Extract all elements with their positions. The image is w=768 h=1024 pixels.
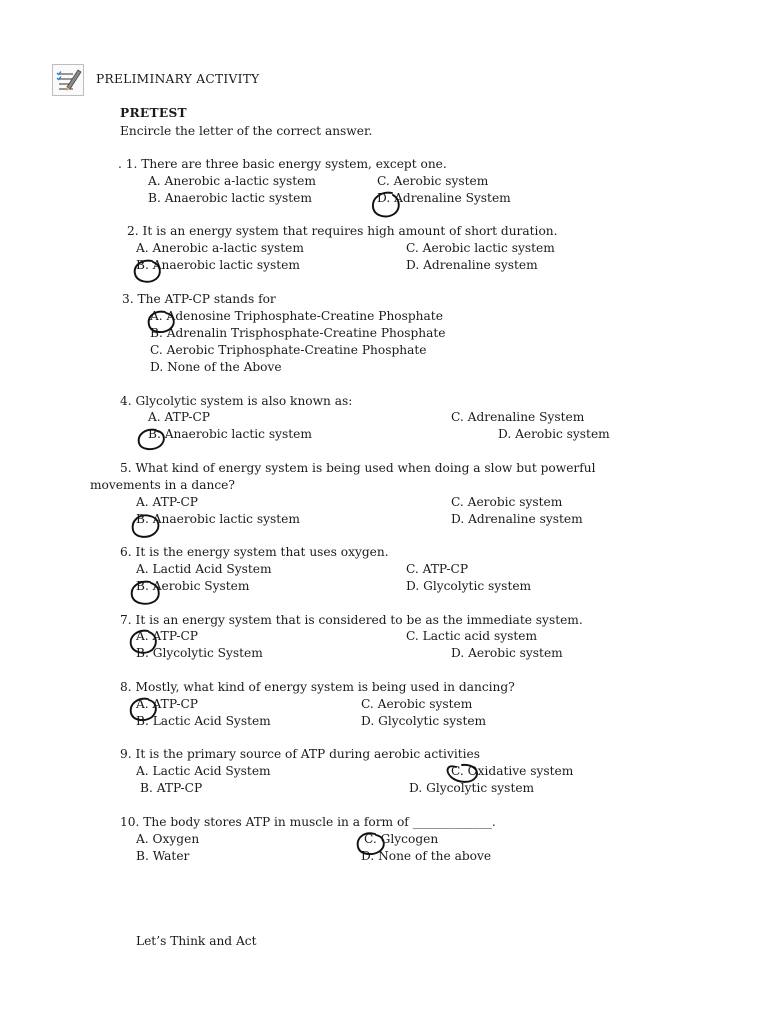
q5-answer-circle [133,515,159,536]
q3-answer-circle [149,312,174,332]
q1-option-a[interactable]: A. Anerobic a-lactic system [148,174,316,188]
q3-option-a[interactable]: A. Adenosine Triphosphate-Creatine Phosphate [150,309,443,323]
q5-option-a[interactable]: A. ATP-CP [136,495,198,509]
q1-option-c[interactable]: C. Aerobic system [377,174,489,188]
q6-option-c[interactable]: C. ATP-CP [406,562,469,576]
q1-option-b[interactable]: B. Anaerobic lactic system [148,191,312,205]
q6-option-a[interactable]: A. Lactid Acid System [136,562,272,576]
q9-option-a[interactable]: A. Lactic Acid System [136,764,271,778]
q3-option-b[interactable]: B. Adrenalin Trisphosphate-Creatine Phosphate [150,326,446,340]
q10-option-c[interactable]: C. Glycogen [364,832,439,846]
q6-option-d[interactable]: D. Glycolytic system [406,579,532,593]
q10-option-d[interactable]: D. None of the above [361,849,492,863]
q9-option-c[interactable]: C. Oxidative system [451,764,574,778]
q7-option-d[interactable]: D. Aerobic system [451,646,563,660]
q2-answer-circle [135,261,160,282]
q3-option-c[interactable]: C. Aerobic Triphosphate-Creatine Phosphate [150,343,427,357]
q8-option-b[interactable]: B. Lactic Acid System [136,714,271,728]
q2-option-b[interactable]: B. Anaerobic lactic system [136,258,300,272]
q7-option-c[interactable]: C. Lactic acid system [406,629,538,643]
page-title: PRELIMINARY ACTIVITY [96,72,260,86]
question-3-stem: 3. The ATP-CP stands for [122,292,276,306]
question-9-stem: 9. It is the primary source of ATP during aerobic activities [120,747,480,761]
question-2-stem: 2. It is an energy system that requires high amount of short duration. [127,224,558,238]
q2-option-c[interactable]: C. Aerobic lactic system [406,241,555,255]
q4-option-d[interactable]: D. Aerobic system [498,427,610,441]
q9-answer-circle [448,765,477,782]
q2-option-d[interactable]: D. Adrenaline system [406,258,538,272]
question-8-stem: 8. Mostly, what kind of energy system is being used in dancing? [120,680,515,694]
q7-option-b[interactable]: B. Glycolytic System [136,646,263,660]
q5-option-c[interactable]: C. Aerobic system [451,495,563,509]
question-10-stem: 10. The body stores ATP in muscle in a form of _____________. [120,815,496,829]
question-4-stem: 4. Glycolytic system is also known as: [120,394,353,408]
question-1-stem: . 1. There are three basic energy system, except one. [118,157,447,171]
q5-option-b[interactable]: B. Anaerobic lactic system [136,512,300,526]
q1-answer-circle [373,193,399,217]
q7-answer-circle [131,631,156,653]
q4-answer-circle [139,430,164,449]
q8-option-d[interactable]: D. Glycolytic system [361,714,487,728]
q10-answer-circle [358,833,384,854]
q8-option-a[interactable]: A. ATP-CP [136,697,198,711]
q8-answer-circle [131,699,156,720]
instruction-text: Encircle the letter of the correct answer. [120,124,373,138]
q10-option-b[interactable]: B. Water [136,849,190,863]
q9-option-d[interactable]: D. Glycolytic system [409,781,535,795]
q3-option-d[interactable]: D. None of the Above [150,360,282,374]
section-heading: PRETEST [120,106,187,120]
q4-option-a[interactable]: A. ATP-CP [148,410,210,424]
question-5-stem: 5. What kind of energy system is being used when doing a slow but powerful [120,461,596,475]
q4-option-c[interactable]: C. Adrenaline System [451,410,585,424]
q9-option-b[interactable]: B. ATP-CP [140,781,203,795]
q6-option-b[interactable]: B. Aerobic System [136,579,250,593]
q4-option-b[interactable]: B. Anaerobic lactic system [148,427,312,441]
q8-option-c[interactable]: C. Aerobic system [361,697,473,711]
next-section-heading: Let’s Think and Act [136,934,257,948]
question-5-stem-cont: movements in a dance? [90,478,235,492]
q1-option-d[interactable]: D. Adrenaline System [377,191,511,205]
q6-answer-circle [132,582,159,604]
q5-option-d[interactable]: D. Adrenaline system [451,512,583,526]
q10-option-a[interactable]: A. Oxygen [136,832,200,846]
question-6-stem: 6. It is the energy system that uses oxygen. [120,545,389,559]
q2-option-a[interactable]: A. Anerobic a-lactic system [136,241,304,255]
question-7-stem: 7. It is an energy system that is considered to be as the immediate system. [120,613,583,627]
q7-option-a[interactable]: A. ATP-CP [136,629,198,643]
